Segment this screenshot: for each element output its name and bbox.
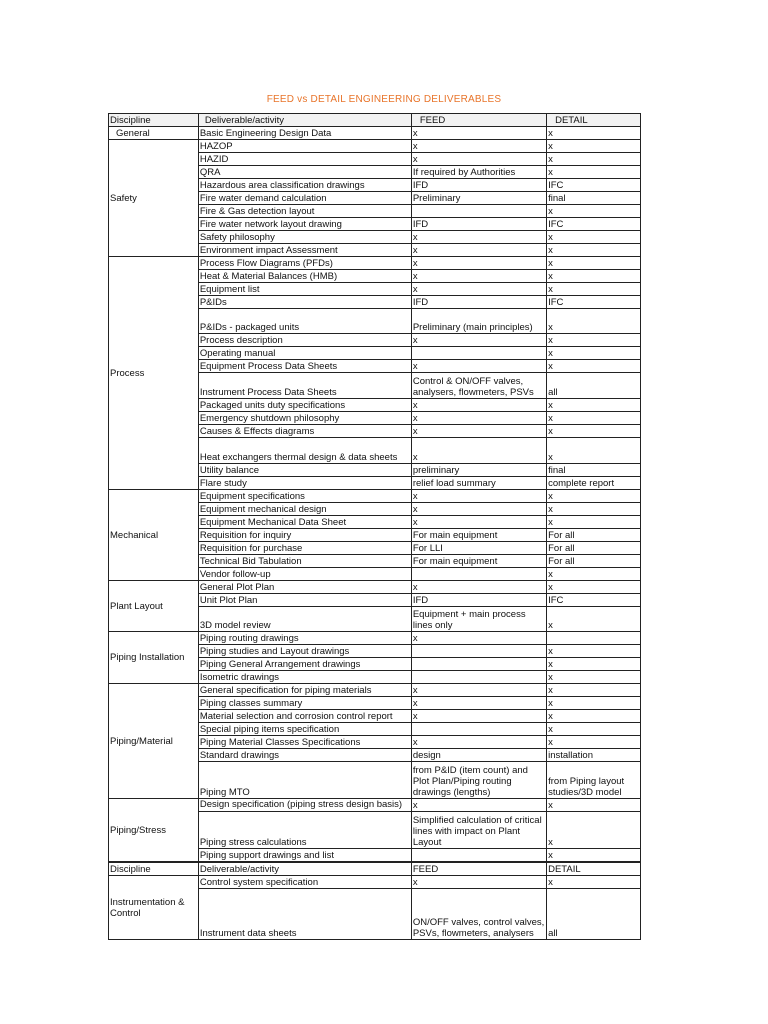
feed-cell <box>411 205 546 218</box>
feed-cell: x <box>411 283 546 296</box>
feed-cell: x <box>411 581 546 594</box>
detail-cell: x <box>547 876 641 889</box>
feed-cell: x <box>411 632 546 645</box>
detail-cell: x <box>547 270 641 283</box>
discipline-plant-layout: Plant Layout <box>109 581 199 632</box>
header-detail: DETAIL <box>547 114 641 127</box>
feed-cell: x <box>411 140 546 153</box>
detail-cell: x <box>547 257 641 270</box>
deliverable-cell: Safety philosophy <box>198 231 411 244</box>
detail-cell: x <box>547 244 641 257</box>
table-row <box>109 127 641 140</box>
deliverable-cell: Heat exchangers thermal design & data sheets <box>198 438 411 464</box>
deliverable-cell: Standard drawings <box>198 749 411 762</box>
deliverable-cell: P&IDs - packaged units <box>198 309 411 334</box>
detail-cell: IFC <box>547 218 641 231</box>
feed-cell <box>411 849 546 863</box>
detail-cell: x <box>547 309 641 334</box>
feed-cell: x <box>411 425 546 438</box>
deliverable-cell: Flare study <box>198 477 411 490</box>
deliverable-cell: Utility balance <box>198 464 411 477</box>
feed-cell <box>411 645 546 658</box>
detail-cell: x <box>547 140 641 153</box>
detail-cell: final <box>547 192 641 205</box>
discipline-mechanical: Mechanical <box>109 490 199 581</box>
detail-cell: x <box>547 412 641 425</box>
deliverable-cell: Fire & Gas detection layout <box>198 205 411 218</box>
deliverable-cell: Equipment Process Data Sheets <box>198 360 411 373</box>
feed-cell: For main equipment <box>411 555 546 568</box>
deliverable-cell: Basic Engineering Design Data <box>198 127 411 140</box>
deliverable-cell: Piping support drawings and list <box>198 849 411 863</box>
feed-cell: from P&ID (item count) and Plot Plan/Piping routing drawings (lengths) <box>411 762 546 799</box>
table-row <box>109 876 641 889</box>
deliverable-cell: Design specification (piping stress design basis) <box>198 799 411 812</box>
detail-cell: IFC <box>547 296 641 309</box>
discipline-process: Process <box>109 257 199 490</box>
feed-cell: x <box>411 503 546 516</box>
table-header-row-repeat <box>109 862 641 876</box>
feed-cell: For LLI <box>411 542 546 555</box>
deliverable-cell: Equipment list <box>198 283 411 296</box>
header-discipline: Discipline <box>109 862 199 876</box>
deliverable-cell: Piping classes summary <box>198 697 411 710</box>
feed-cell: x <box>411 153 546 166</box>
detail-cell: x <box>547 723 641 736</box>
feed-cell: IFD <box>411 179 546 192</box>
detail-cell: x <box>547 334 641 347</box>
table-row <box>109 490 641 503</box>
detail-cell: x <box>547 438 641 464</box>
detail-cell: x <box>547 812 641 849</box>
page-title: FEED vs DETAIL ENGINEERING DELIVERABLES <box>266 94 502 105</box>
detail-cell: x <box>547 205 641 218</box>
feed-cell: preliminary <box>411 464 546 477</box>
table-row <box>109 684 641 697</box>
feed-cell <box>411 671 546 684</box>
deliverable-cell: P&IDs <box>198 296 411 309</box>
deliverable-cell: Equipment mechanical design <box>198 503 411 516</box>
feed-cell: x <box>411 399 546 412</box>
feed-cell: relief load summary <box>411 477 546 490</box>
detail-cell: IFC <box>547 594 641 607</box>
deliverable-cell: Piping routing drawings <box>198 632 411 645</box>
deliverable-cell: Piping stress calculations <box>198 812 411 849</box>
discipline-piping-installation: Piping Installation <box>109 632 199 684</box>
feed-cell: x <box>411 334 546 347</box>
deliverable-cell: Requisition for inquiry <box>198 529 411 542</box>
feed-cell: x <box>411 270 546 283</box>
feed-cell: For main equipment <box>411 529 546 542</box>
detail-cell: x <box>547 658 641 671</box>
feed-cell: IFD <box>411 218 546 231</box>
deliverable-cell: Piping MTO <box>198 762 411 799</box>
feed-cell <box>411 568 546 581</box>
deliverable-cell: Heat & Material Balances (HMB) <box>198 270 411 283</box>
table-row <box>109 799 641 812</box>
deliverable-cell: Hazardous area classification drawings <box>198 179 411 192</box>
discipline-general: General <box>109 127 199 140</box>
detail-cell: x <box>547 581 641 594</box>
deliverable-cell: Technical Bid Tabulation <box>198 555 411 568</box>
deliverable-cell: Vendor follow-up <box>198 568 411 581</box>
deliverable-cell: Packaged units duty specifications <box>198 399 411 412</box>
header-feed: FEED <box>411 114 546 127</box>
table-header-row <box>109 114 641 127</box>
discipline-piping-material: Piping/Material <box>109 684 199 799</box>
header-discipline: Discipline <box>109 114 199 127</box>
detail-cell: For all <box>547 542 641 555</box>
deliverable-cell: Causes & Effects diagrams <box>198 425 411 438</box>
detail-cell: x <box>547 347 641 360</box>
discipline-piping-stress: Piping/Stress <box>109 799 199 863</box>
feed-cell: x <box>411 127 546 140</box>
detail-cell: installation <box>547 749 641 762</box>
detail-cell: x <box>547 799 641 812</box>
detail-cell: final <box>547 464 641 477</box>
feed-cell: IFD <box>411 296 546 309</box>
deliverable-cell: Process Flow Diagrams (PFDs) <box>198 257 411 270</box>
feed-cell: Simplified calculation of critical lines with impact on Plant Layout <box>411 812 546 849</box>
detail-cell: x <box>547 127 641 140</box>
detail-cell: For all <box>547 529 641 542</box>
feed-cell: Preliminary (main principles) <box>411 309 546 334</box>
deliverable-cell: 3D model review <box>198 607 411 632</box>
deliverable-cell: Emergency shutdown philosophy <box>198 412 411 425</box>
deliverable-cell: QRA <box>198 166 411 179</box>
detail-cell <box>547 632 641 645</box>
feed-cell: x <box>411 799 546 812</box>
detail-cell: x <box>547 607 641 632</box>
detail-cell: x <box>547 503 641 516</box>
header-deliverable: Deliverable/activity <box>198 114 411 127</box>
deliverable-cell: Equipment Mechanical Data Sheet <box>198 516 411 529</box>
feed-cell: IFD <box>411 594 546 607</box>
table-row <box>109 140 641 153</box>
deliverable-cell: Material selection and corrosion control report <box>198 710 411 723</box>
header-feed: FEED <box>411 862 546 876</box>
detail-cell: x <box>547 231 641 244</box>
deliverable-cell: Fire water network layout drawing <box>198 218 411 231</box>
deliverable-cell: Control system specification <box>198 876 411 889</box>
detail-cell: all <box>547 889 641 940</box>
deliverable-cell: Process description <box>198 334 411 347</box>
deliverable-cell: Requisition for purchase <box>198 542 411 555</box>
feed-cell: x <box>411 231 546 244</box>
deliverable-cell: General specification for piping materials <box>198 684 411 697</box>
feed-cell: ON/OFF valves, control valves, PSVs, flowmeters, analysers <box>411 889 546 940</box>
feed-cell: x <box>411 697 546 710</box>
deliverable-cell: General Plot Plan <box>198 581 411 594</box>
detail-cell: For all <box>547 555 641 568</box>
deliverable-cell: Special piping items specification <box>198 723 411 736</box>
detail-cell: all <box>547 373 641 399</box>
header-deliverable: Deliverable/activity <box>198 862 411 876</box>
detail-cell: x <box>547 425 641 438</box>
detail-cell: x <box>547 671 641 684</box>
discipline-instrumentation: Instrumentation & Control <box>109 876 199 940</box>
deliverable-cell: Piping Material Classes Specifications <box>198 736 411 749</box>
feed-cell: Control & ON/OFF valves, analysers, flowmeters, PSVs <box>411 373 546 399</box>
feed-cell: If required by Authorities <box>411 166 546 179</box>
detail-cell: x <box>547 710 641 723</box>
deliverable-cell: Operating manual <box>198 347 411 360</box>
detail-cell: x <box>547 360 641 373</box>
detail-cell: x <box>547 283 641 296</box>
discipline-safety: Safety <box>109 140 199 257</box>
feed-cell: x <box>411 412 546 425</box>
detail-cell: x <box>547 645 641 658</box>
feed-cell: design <box>411 749 546 762</box>
detail-cell: x <box>547 568 641 581</box>
detail-cell: x <box>547 736 641 749</box>
detail-cell: x <box>547 849 641 863</box>
deliverable-cell: Fire water demand calculation <box>198 192 411 205</box>
detail-cell: x <box>547 399 641 412</box>
feed-cell: x <box>411 438 546 464</box>
detail-cell: complete report <box>547 477 641 490</box>
feed-cell <box>411 347 546 360</box>
detail-cell: x <box>547 684 641 697</box>
deliverable-cell: Piping General Arrangement drawings <box>198 658 411 671</box>
deliverable-cell: Environment impact Assessment <box>198 244 411 257</box>
detail-cell: x <box>547 697 641 710</box>
feed-cell: x <box>411 516 546 529</box>
feed-cell: x <box>411 710 546 723</box>
table-row <box>109 581 641 594</box>
feed-cell: x <box>411 490 546 503</box>
deliverable-cell: Unit Plot Plan <box>198 594 411 607</box>
deliverables-table <box>108 113 641 940</box>
detail-cell: IFC <box>547 179 641 192</box>
feed-cell: x <box>411 736 546 749</box>
header-detail: DETAIL <box>547 862 641 876</box>
feed-cell: x <box>411 360 546 373</box>
feed-cell: x <box>411 257 546 270</box>
detail-cell: x <box>547 153 641 166</box>
deliverable-cell: HAZOP <box>198 140 411 153</box>
table-row <box>109 257 641 270</box>
deliverable-cell: Instrument Process Data Sheets <box>198 373 411 399</box>
feed-cell <box>411 658 546 671</box>
feed-cell: x <box>411 684 546 697</box>
detail-cell: x <box>547 516 641 529</box>
deliverable-cell: Piping studies and Layout drawings <box>198 645 411 658</box>
feed-cell: x <box>411 244 546 257</box>
detail-cell: from Piping layout studies/3D model <box>547 762 641 799</box>
detail-cell: x <box>547 166 641 179</box>
deliverable-cell: Instrument data sheets <box>198 889 411 940</box>
table-row <box>109 632 641 645</box>
deliverable-cell: HAZID <box>198 153 411 166</box>
feed-cell: x <box>411 876 546 889</box>
deliverable-cell: Isometric drawings <box>198 671 411 684</box>
deliverable-cell: Equipment specifications <box>198 490 411 503</box>
feed-cell <box>411 723 546 736</box>
detail-cell: x <box>547 490 641 503</box>
feed-cell: Equipment + main process lines only <box>411 607 546 632</box>
feed-cell: Preliminary <box>411 192 546 205</box>
